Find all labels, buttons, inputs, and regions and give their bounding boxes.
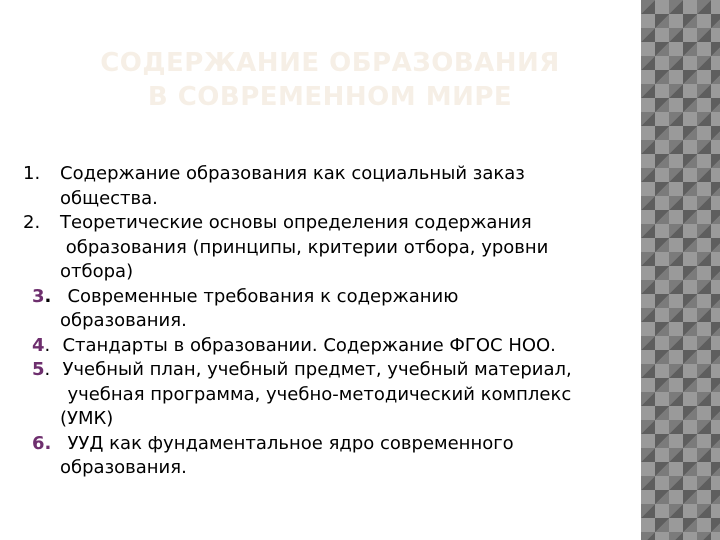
list-item-2-line-2 — [0, 236, 640, 261]
list-item-5-text-2: учебная программа, учебно-методический комплекс — [56, 383, 572, 405]
list-item-2-text-2: образования (принципы, критерии отбора, уровни — [60, 236, 549, 258]
list-item-5-line-2 — [0, 383, 640, 408]
decorative-pattern-band — [641, 0, 720, 540]
slide-title-line-2: В СОВРЕМЕННОМ МИРЕ — [147, 82, 513, 112]
list-item-1-number: 1. — [23, 163, 41, 184]
list-item-3-text-2: образования. — [60, 310, 187, 331]
list-item-2-line-3 — [0, 260, 640, 285]
list-item-2-number: 2. — [23, 212, 41, 233]
list-item-2-text-1: Теоретические основы определения содержания — [60, 212, 532, 233]
list-item-3-text-1: Современные требования к содержанию — [56, 285, 459, 307]
topic-list — [0, 162, 640, 481]
list-item-2-line-1 — [0, 211, 640, 236]
list-item-6-text-1: УУД как фундаментальное ядро современного — [56, 432, 514, 454]
list-item-4-text-1: Стандарты в образовании. Содержание ФГОС НОО. — [51, 334, 556, 356]
list-item-3-number: 3. — [32, 285, 52, 307]
list-item-1-text-1: Содержание образования как социальный заказ — [60, 163, 525, 184]
slide-title-line-1: СОДЕРЖАНИЕ ОБРАЗОВАНИЯ — [100, 48, 560, 78]
list-item-2-text-3: отбора) — [60, 261, 134, 282]
list-item-5-number: 5. — [32, 359, 51, 380]
list-item-3-line-2 — [0, 309, 640, 334]
list-item-6-line-2 — [0, 456, 640, 481]
list-item-1-line-1 — [0, 162, 640, 187]
list-item-5-line-3 — [0, 407, 640, 432]
list-item-3-line-1 — [0, 285, 640, 310]
list-item-1-line-2 — [0, 187, 640, 212]
list-item-5-text-1: Учебный план, учебный предмет, учебный материал, — [51, 359, 572, 380]
list-item-4-line-1 — [0, 334, 640, 359]
slide-title — [60, 46, 600, 114]
list-item-6-line-1 — [0, 432, 640, 457]
list-item-4-number: 4. — [32, 334, 51, 356]
list-item-5-text-3: (УМК) — [60, 408, 114, 429]
list-item-6-number: 6. — [32, 432, 52, 454]
list-item-5-line-1 — [0, 358, 640, 383]
list-item-1-text-2: общества. — [60, 187, 158, 209]
list-item-6-text-2: образования. — [60, 457, 187, 478]
